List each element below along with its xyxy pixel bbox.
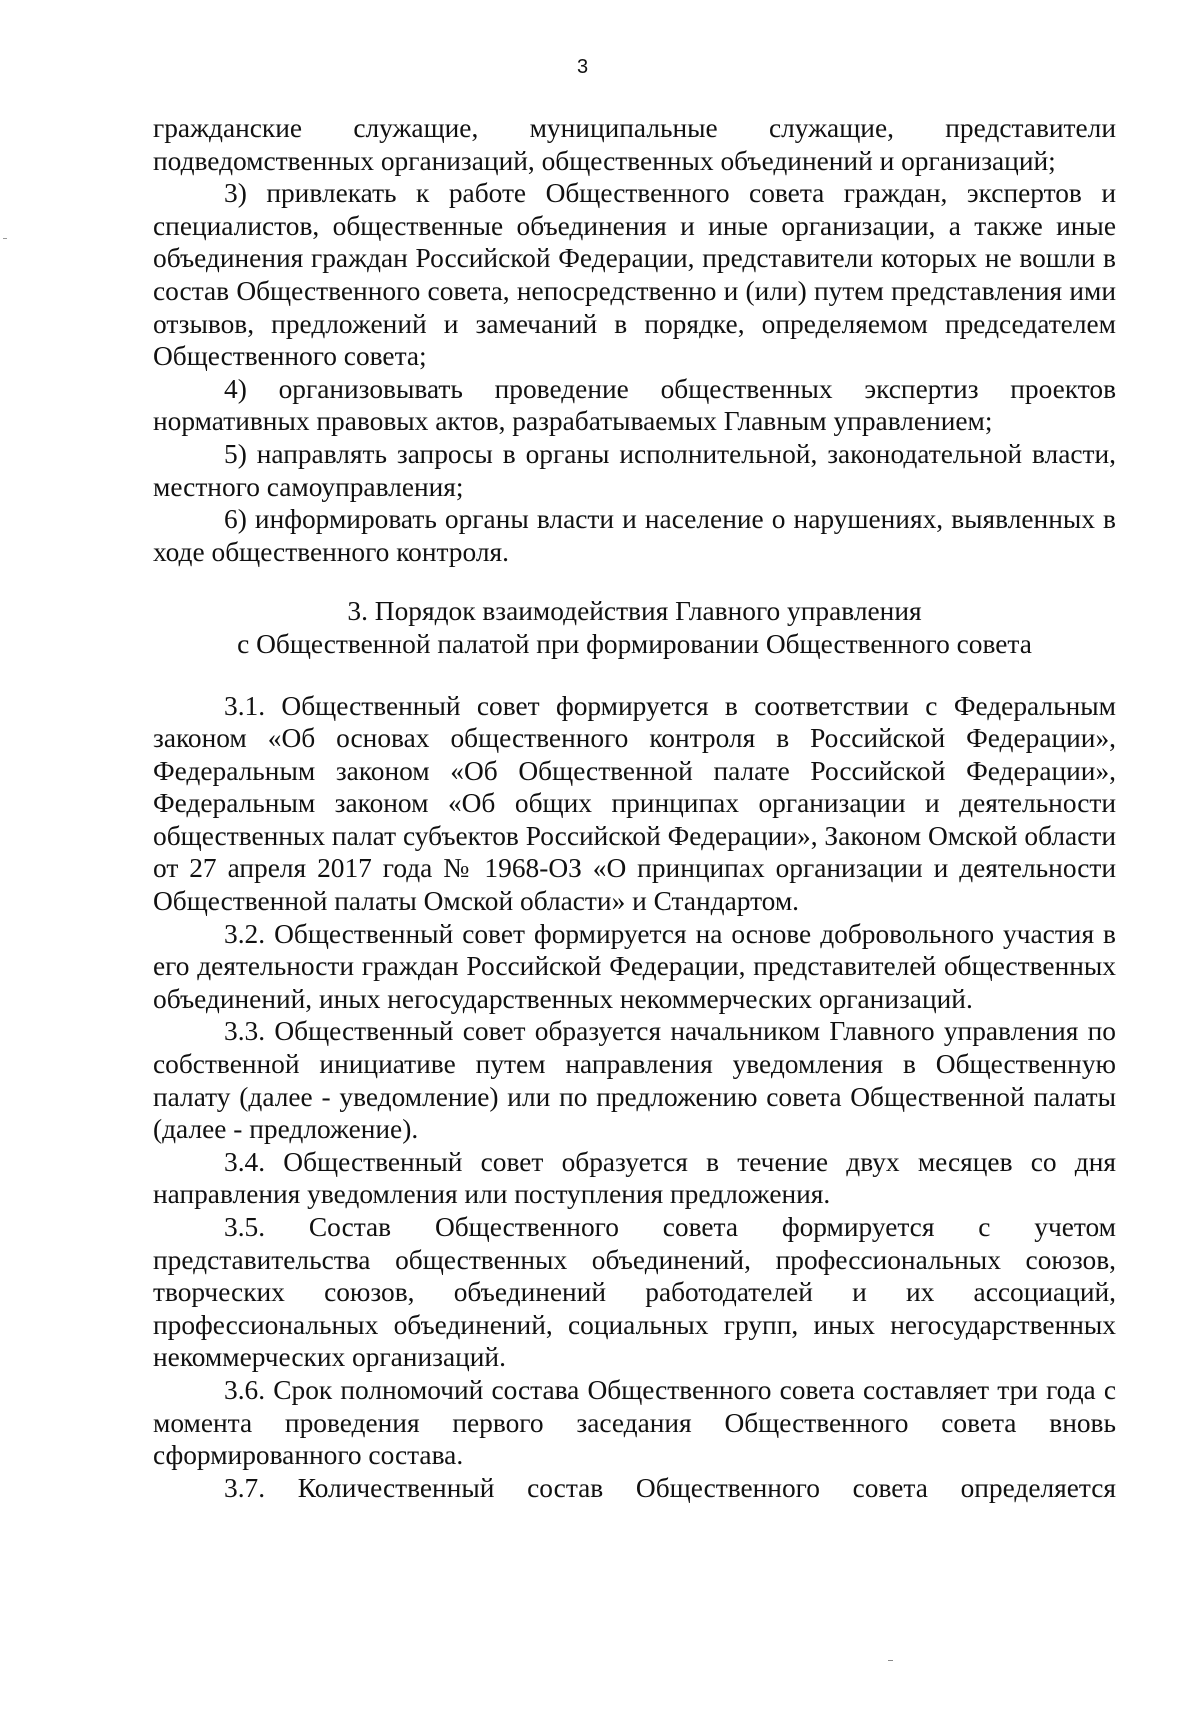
page-number: 3 — [576, 56, 589, 78]
paragraph-item-3: 3) привлекать к работе Общественного совета граждан, экспертов и специалистов, общественные объединения и иные организации, а также иные объединения граждан Российской Федерации, представители которых не вошли в состав Общественного совета, непосредственно и (или) путем представления ими отзывов, предложений и замечаний в порядке, определяемом председателем Общественного совета; — [153, 178, 1116, 372]
document-body — [153, 112, 1116, 1504]
paragraph-3-7: 3.7. Количественный состав Общественного совета определяется — [224, 1472, 1116, 1503]
paragraph-3-2: 3.2. Общественный совет формируется на основе добровольного участия в его деятельности граждан Российской Федерации, представителей общественных объединений, иных негосударственных некоммерческих организаций. — [153, 918, 1116, 1014]
paragraph-item-6: 6) информировать органы власти и население о нарушениях, выявленных в ходе общественного контроля. — [153, 504, 1116, 567]
paragraph-3-4: 3.4. Общественный совет образуется в течение двух месяцев со дня направления уведомления или поступления предложения. — [153, 1146, 1116, 1210]
paragraph-3-1: 3.1. Общественный совет формируется в соответствии с Федеральным законом «Об основах общественного контроля в Российской Федерации», Федеральным законом «Об Общественной палате Российской Федерации», Федеральным законом «Об общих принципах организации и деятельности общественных палат субъектов Российской Федерации», Законом Омской области от 27 апреля 2017 года № 1968-ОЗ «О принципах организации и деятельности Общественной палаты Омской области» и Стандартом. — [153, 690, 1116, 917]
paragraph-continuation: гражданские служащие, муниципальные служащие, представители подведомственных организаций, общественных объединений и организаций; — [153, 113, 1116, 176]
paragraph-item-5: 5) направлять запросы в органы исполнительной, законодательной власти, местного самоуправления; — [153, 438, 1116, 502]
scan-artifact-dash — [888, 1660, 893, 1661]
section-heading-line-2: с Общественной палатой при формировании Общественного совета — [237, 628, 1032, 659]
paragraph-3-5: 3.5. Состав Общественного совета формируется с учетом представительства общественных объединений, профессиональных союзов, творческих союзов, объединений работодателей и их ассоциаций, профессиональных объединений, социальных групп, иных негосударственных некоммерческих организаций. — [153, 1212, 1116, 1373]
paragraph-item-4: 4) организовывать проведение общественных экспертиз проектов нормативных правовых актов, разрабатываемых Главным управлением; — [153, 373, 1116, 437]
scan-margin-mark — [3, 238, 7, 239]
section-heading — [153, 595, 1116, 660]
paragraph-3-6: 3.6. Срок полномочий состава Общественного совета составляет три года с момента проведения первого заседания Общественного совета вновь сформированного состава. — [153, 1374, 1116, 1471]
paragraph-3-3: 3.3. Общественный совет образуется начальником Главного управления по собственной инициативе путем направления уведомления в Общественную палату (далее - уведомление) или по предложению совета Общественной палаты (далее - предложение). — [153, 1016, 1116, 1145]
section-heading-line-1: 3. Порядок взаимодействия Главного управления — [347, 596, 922, 627]
